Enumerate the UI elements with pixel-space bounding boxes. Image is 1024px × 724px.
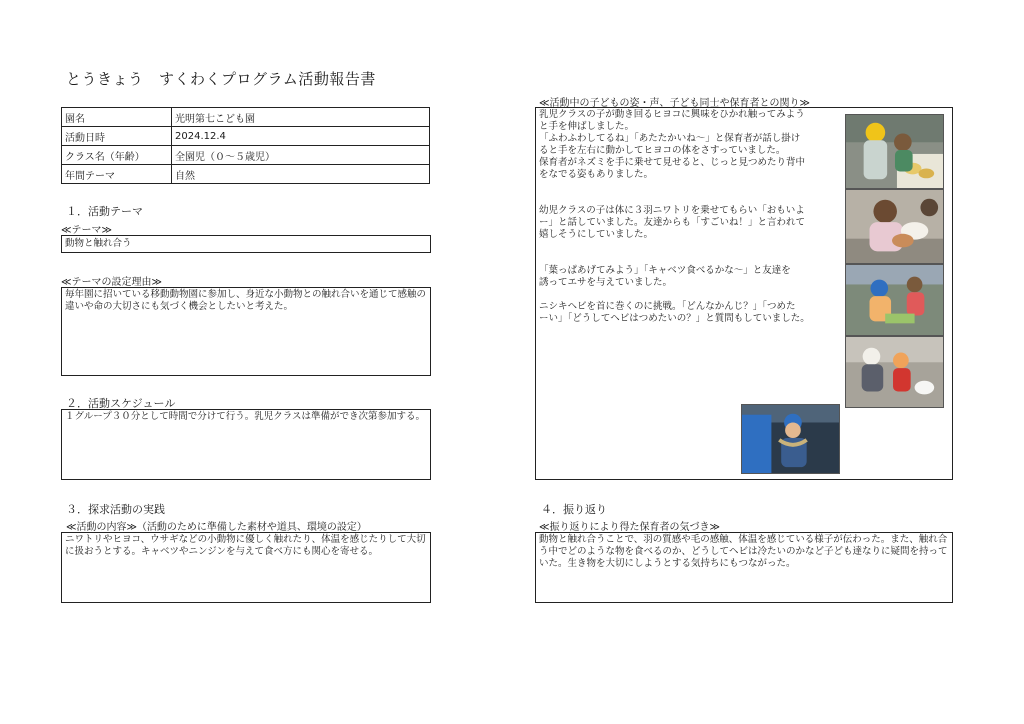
content-label: ≪活動の内容≫（活動のために準備した素材や道具、環境の設定） xyxy=(66,522,367,533)
photo-snake xyxy=(741,404,840,474)
photo-rabbits xyxy=(845,336,944,408)
info-value: 自然 xyxy=(172,165,430,184)
info-row-annual-theme xyxy=(62,165,430,184)
report-title: とうきょう すくわくプログラム活動報告書 xyxy=(66,70,376,88)
observation-line: をなでる姿もありました。 xyxy=(539,169,654,180)
observation-line: 「葉っぱあげてみよう」「キャベツ食べるかな～」と友達を xyxy=(539,265,791,276)
observation-paragraph xyxy=(539,265,849,289)
observation-line: ると手を左右に動かしてヒヨコの体をさすっていました。 xyxy=(539,145,786,156)
observation-line: ーい」「どうしてヘビはつめたいの？」と質問もしていました。 xyxy=(539,313,810,324)
observation-line: 乳児クラスの子が動き回るヒヨコに興味をひかれ触ってみよう xyxy=(539,109,805,120)
info-label: 年間テーマ xyxy=(62,165,172,184)
observation-line: 「ふわふわしてるね」「あたたかいね～」と保育者が話し掛け xyxy=(539,133,801,144)
theme-box: 動物と触れ合う xyxy=(61,235,431,253)
info-value: 光明第七こども園 xyxy=(172,108,430,127)
info-label: 園名 xyxy=(62,108,172,127)
info-row-school xyxy=(62,108,430,127)
info-row-class xyxy=(62,146,430,165)
reason-box: 毎年園に招いている移動動物園に参加し、身近な小動物との触れ合いを通じて感触の違いや命の大切さにも気づく機会としたいと考えた。 xyxy=(61,287,431,376)
section2-heading: ２．活動スケジュール xyxy=(66,397,176,410)
reason-label: ≪テーマの設定理由≫ xyxy=(61,277,162,288)
schedule-box: １グループ３０分として時間で分けて行う。乳児クラスは準備ができ次第参加する。 xyxy=(61,409,431,480)
observation-line: 保育者がネズミを手に乗せて見せると、じっと見つめたり背中 xyxy=(539,157,806,168)
info-label: クラス名（年齢） xyxy=(62,146,172,165)
section1-heading: １．活動テーマ xyxy=(66,205,143,218)
section3-heading: ３．探求活動の実践 xyxy=(66,503,165,516)
observation-paragraph xyxy=(539,205,849,241)
theme-label: ≪テーマ≫ xyxy=(61,225,112,236)
section4-heading: ４．振り返り xyxy=(541,503,607,516)
observation-line: 幼児クラスの子は体に３羽ニワトリを乗せてもらい「おもいよ xyxy=(539,205,805,216)
observation-text xyxy=(539,109,849,325)
photo-chicks xyxy=(845,114,944,189)
observation-paragraph xyxy=(539,109,849,181)
photo-chickens xyxy=(845,189,944,264)
observation-line: 嬉しそうにしていました。 xyxy=(539,229,654,240)
observation-paragraph xyxy=(539,301,849,325)
info-row-date xyxy=(62,127,430,146)
info-value: 全園児（０～５歳児） xyxy=(172,146,430,165)
info-table xyxy=(61,107,430,184)
observation-label: ≪活動中の子どもの姿・声、子ども同士や保育者との関り≫ xyxy=(539,98,810,109)
observation-line: ニシキヘビを首に巻くのに挑戦。「どんなかんじ？」「つめた xyxy=(539,301,796,312)
observation-line: と手を伸ばしました。 xyxy=(539,121,635,132)
photo-feeding xyxy=(845,264,944,336)
observation-line: ー」と話していました。友達からも「すごいね！」と言われて xyxy=(539,217,806,228)
observation-line: 誘ってエサを与えていました。 xyxy=(539,277,673,288)
reflection-box: 動物と触れ合うことで、羽の質感や毛の感触、体温を感じている様子が伝わった。また、触れ合う中でどのような物を食べるのか、どうしてヘビは冷たいのかなど子ども達なりに疑問を持っていた。生き物を大切にしようとする気持ちにもつながった。 xyxy=(535,532,953,603)
info-value: 2024.12.4 xyxy=(172,127,430,146)
content-box: ニワトリやヒヨコ、ウサギなどの小動物に優しく触れたり、体温を感じたりして大切に扱おうとする。キャベツやニンジンを与えて食べ方にも関心を寄せる。 xyxy=(61,532,431,603)
reflection-label: ≪振り返りにより得た保育者の気づき≫ xyxy=(539,522,720,533)
info-label: 活動日時 xyxy=(62,127,172,146)
